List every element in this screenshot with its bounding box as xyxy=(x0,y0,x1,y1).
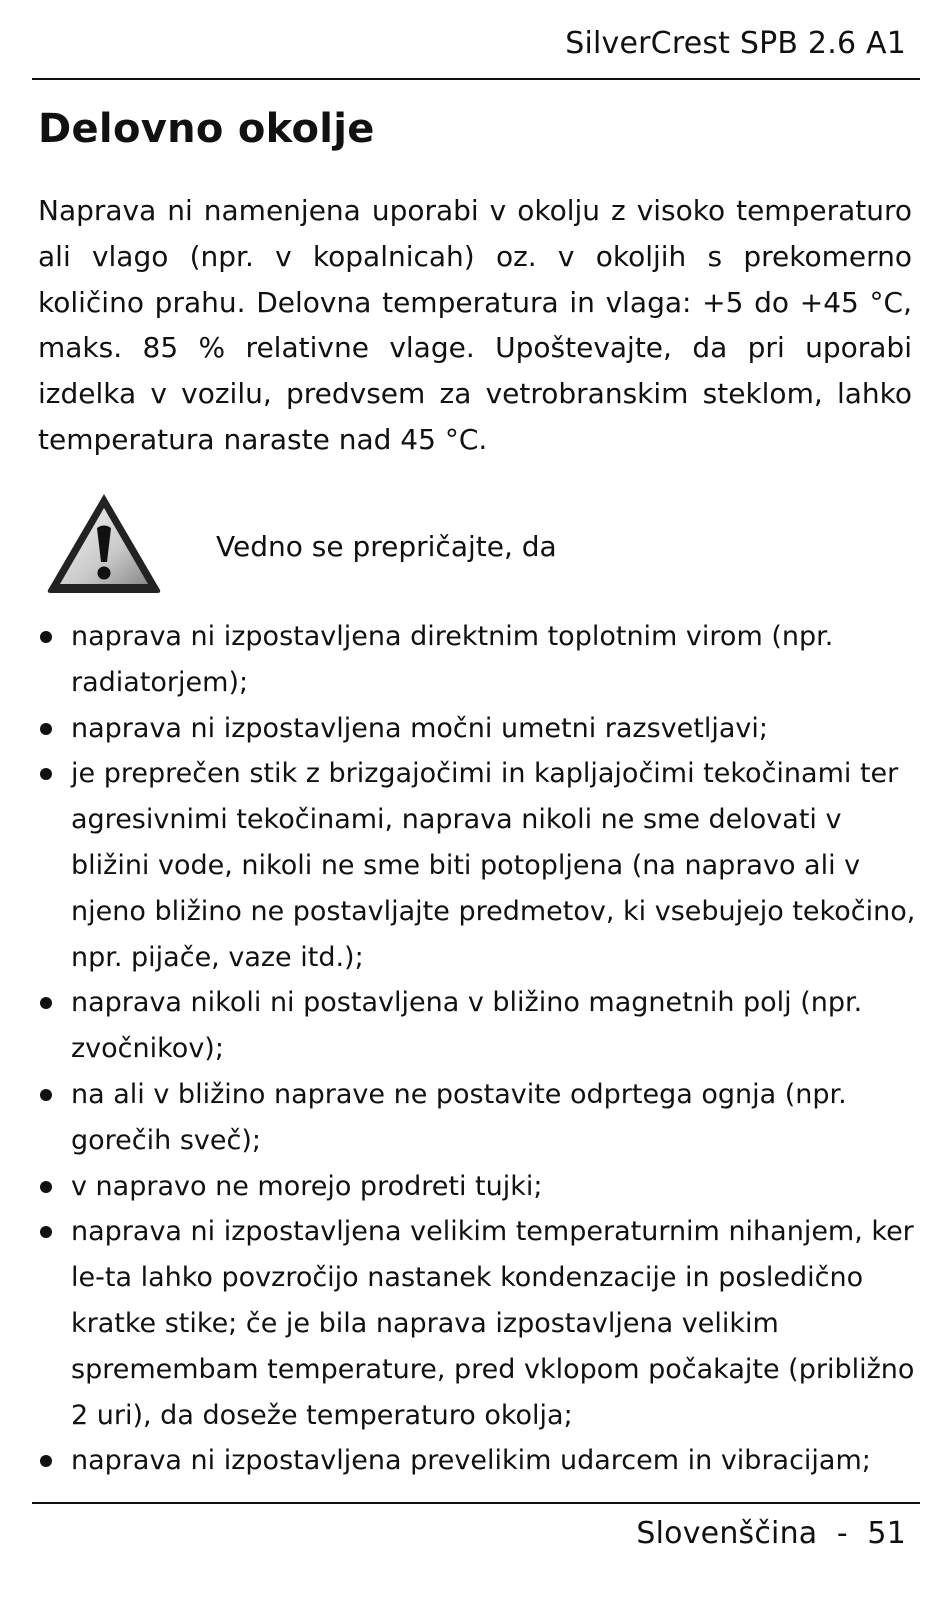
bullet-dot xyxy=(40,1226,52,1238)
bullet-item xyxy=(38,980,918,1072)
bullet-list xyxy=(38,614,918,1484)
bullet-item xyxy=(38,1438,918,1484)
header-title: SilverCrest SPB 2.6 A1 xyxy=(565,26,906,61)
bullet-dot xyxy=(40,768,52,780)
page-footer xyxy=(636,1516,906,1551)
bullet-text: naprava ni izpostavljena prevelikim udarcem in vibracijam; xyxy=(71,1445,871,1477)
footer-language: Slovenščina xyxy=(636,1516,818,1551)
warning-triangle-icon xyxy=(44,490,164,596)
bullet-dot xyxy=(40,1089,52,1101)
bullet-item xyxy=(38,614,918,706)
bullet-dot xyxy=(40,1181,52,1193)
header-divider xyxy=(32,78,920,80)
bullet-dot xyxy=(40,631,52,643)
bullet-text: naprava nikoli ni postavljena v bližino magnetnih polj (npr. zvočnikov); xyxy=(71,987,863,1065)
bullet-text: naprava ni izpostavljena direktnim toplotnim virom (npr. radiatorjem); xyxy=(71,621,834,698)
bullet-text: v napravo ne morejo prodreti tujki; xyxy=(71,1170,543,1202)
warning-text: Vedno se prepričajte, da xyxy=(216,530,557,563)
bullet-text: na ali v bližino naprave ne postavite odprtega ognja (npr. gorečih sveč); xyxy=(71,1078,847,1156)
footer-separator: - xyxy=(836,1516,848,1551)
bullet-item xyxy=(38,1209,918,1438)
bullet-text: naprava ni izpostavljena velikim temperaturnim nihanjem, ker le-ta lahko povzročijo nastanek kondenzacije in posledično kratke stike; če je bila naprava izpostavljena velikim spremembam temperature, pred vklopom počakajte (približno 2 uri), da doseže temperaturo okolja; xyxy=(71,1216,915,1431)
bullet-dot xyxy=(40,723,52,735)
bullet-item xyxy=(38,706,918,752)
bullet-dot xyxy=(40,1455,52,1467)
bullet-item xyxy=(38,751,918,980)
bullet-item xyxy=(38,1164,918,1210)
footer-divider xyxy=(32,1502,920,1504)
bullet-text: je preprečen stik z brizgajočimi in kapljajočimi tekočinami ter agresivnimi tekočinami, naprava nikoli ne sme delovati v bližini vode, nikoli ne sme biti potopljena (na napravo ali v njeno bližino ne postavljajte predmetov, ki vsebujejo tekočino, npr. pijače, vaze itd.); xyxy=(71,758,916,973)
intro-paragraph: Naprava ni namenjena uporabi v okolju z visoko temperaturo ali vlago (npr. v kopalnicah) oz. v okoljih s prekomerno količino prahu. Delovna temperatura in vlaga: +5 do +45 °C, maks. 85 % relativne vlage. Upoštevajte, da pri uporabi izdelka v vozilu, predvsem za vetrobranskim steklom, lahko temperatura naraste nad 45 °C. xyxy=(38,194,912,456)
bullet-text: naprava ni izpostavljena močni umetni razsvetljavi; xyxy=(71,712,768,744)
bullet-dot xyxy=(40,997,52,1009)
bullet-item xyxy=(38,1072,918,1164)
page-number: 51 xyxy=(867,1516,906,1551)
section-title: Delovno okolje xyxy=(38,106,375,152)
